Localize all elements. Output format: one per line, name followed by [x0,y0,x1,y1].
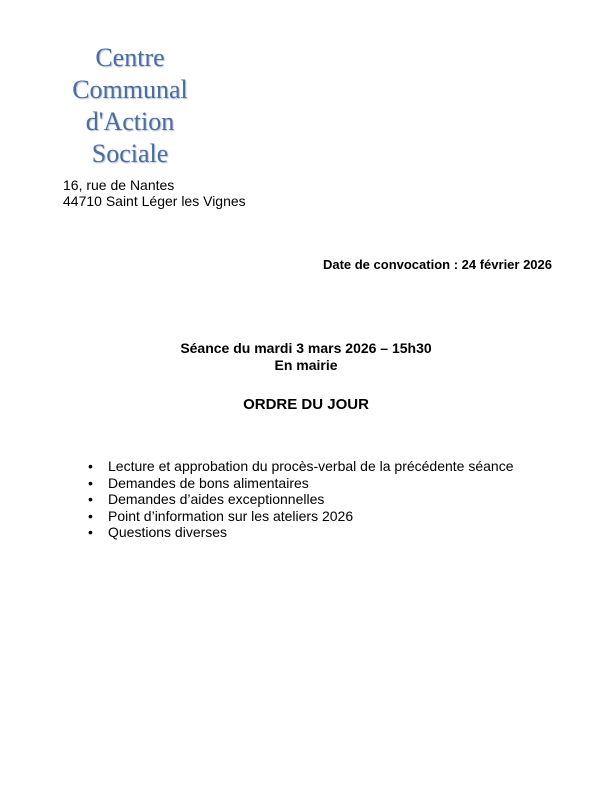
bullet-icon: • [88,474,93,491]
list-item [88,458,514,475]
convocation-date: Date de convocation : 24 février 2026 [322,257,552,272]
address-city: 44710 Saint Léger les Vignes [63,193,246,209]
agenda-item-text: Lecture et approbation du procès-verbal de la précédente séance [108,458,514,474]
organization-logo-title [60,42,200,170]
agenda-title: ORDRE DU JOUR [243,396,369,413]
agenda-item-text: Demandes d’aides exceptionnelles [108,491,325,508]
bullet-icon: • [88,507,93,524]
agenda-item-text: Point d’information sur les ateliers 2026 [108,507,354,524]
address-street: 16, rue de Nantes [63,177,175,193]
bullet-icon: • [88,491,93,508]
meeting-info [0,340,612,374]
logo-line: Sociale [91,139,169,168]
bullet-icon: • [88,524,93,541]
session-date: Séance du mardi 3 mars 2026 – 15h30 [180,340,432,356]
bullet-icon: • [88,458,93,474]
agenda-item-text: Questions diverses [108,524,228,541]
list-item [88,524,514,541]
list-item [88,508,514,525]
address-block [63,177,246,209]
session-location: En mairie [274,357,338,373]
logo-line: Centre [95,43,165,72]
logo-line: Communal [72,75,188,104]
agenda-item-text: Demandes de bons alimentaires [108,474,309,491]
logo-line: d'Action [85,107,175,136]
agenda-list [88,458,514,541]
list-item [88,475,514,492]
list-item [88,491,514,508]
